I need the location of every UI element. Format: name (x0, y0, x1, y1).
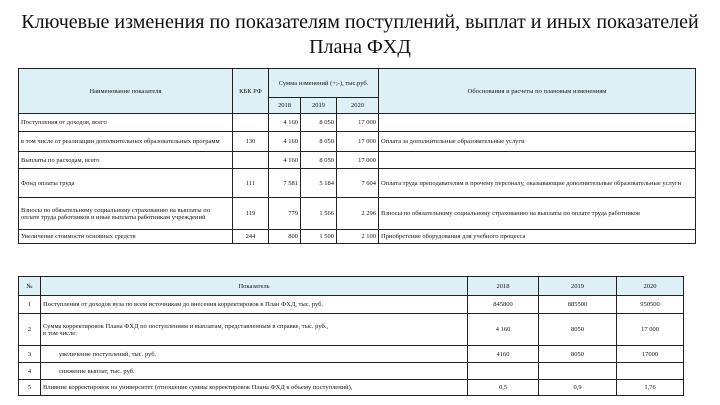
value-2019: 8 050 (301, 152, 337, 169)
indicator-subtext: в том числе: (43, 329, 77, 337)
value-2019: 5 184 (301, 169, 337, 198)
value-2019: 8 050 (301, 132, 337, 152)
table-row (19, 114, 696, 132)
indicator-name: Поступления от доходов, всего (19, 114, 233, 132)
table-row (19, 346, 684, 363)
value-2020: 17 000 (337, 114, 379, 132)
kbk-code: 244 (233, 230, 269, 244)
kbk-code (233, 114, 269, 132)
row-number: 1 (19, 296, 41, 314)
value-2018: 4 160 (269, 152, 301, 169)
kbk-code (233, 152, 269, 169)
value-2020: 17000 (617, 346, 684, 363)
header-kbk: КБК РФ (233, 69, 269, 114)
indicator-text: Влияние корректировок на университет (отношение суммы корректировок Плана ФХД к объему поступлений), (43, 384, 353, 391)
page-title: Ключевые изменения по показателям поступлений, выплат и иных показателей Плана ФХД (21, 11, 699, 58)
value-2020: 2 296 (337, 198, 379, 230)
plan-changes-table (18, 68, 696, 244)
value-2018 (468, 363, 539, 380)
value-2020: 950500 (617, 296, 684, 314)
indicator-text: Поступления от доходов вуза по всем источникам до внесения корректировок в План ФХД, тыс. руб. (43, 301, 324, 308)
indicator-text: снижение выплат, тыс. руб. (59, 367, 135, 375)
header-num: № (19, 277, 41, 296)
justification (379, 152, 696, 169)
indicator-name: в том числе от реализации дополнительных образовательных программ (19, 132, 233, 152)
table-row (19, 152, 696, 169)
value-2019: 1 500 (301, 230, 337, 244)
table-row (19, 363, 684, 380)
table-row (19, 380, 684, 396)
indicator-name (41, 296, 468, 314)
justification: Приобретение оборудования для учебного процесса (379, 230, 696, 244)
value-2018: 4160 (468, 346, 539, 363)
value-2018: 779 (269, 198, 301, 230)
header-year: 2020 (617, 277, 684, 296)
row-number: 2 (19, 314, 41, 346)
header-year: 2018 (468, 277, 539, 296)
table-row (19, 314, 684, 346)
value-2018: 4 160 (269, 114, 301, 132)
indicator-name (41, 380, 468, 396)
value-2019: 8050 (539, 346, 617, 363)
indicator-name: Увеличение стоимости основных средств (19, 230, 233, 244)
kbk-code: 130 (233, 132, 269, 152)
value-2018: 4 160 (468, 314, 539, 346)
justification: Оплата за дополнительные образовательные услуги (379, 132, 696, 152)
header-name: Наименование показателя (19, 69, 233, 114)
indicator-name: Взносы по обязательному социальному страхованию на выплаты по оплате труда работников и иные выплаты работникам учреждений (19, 198, 233, 230)
header-indicator: Показатель (41, 277, 468, 296)
value-2018: 4 160 (269, 132, 301, 152)
row-number: 5 (19, 380, 41, 396)
kbk-code: 111 (233, 169, 269, 198)
header-year: 2018 (269, 98, 301, 114)
indicator-text: увеличение поступлений, тыс. руб. (59, 350, 157, 358)
value-2020: 7 604 (337, 169, 379, 198)
value-2020: 17 000 (337, 132, 379, 152)
indicator-name (41, 314, 468, 346)
table-row (19, 169, 696, 198)
justification: Взносы по обязательному социальному страхованию на выплаты по оплате труда работников (379, 198, 696, 230)
indicator-name (41, 346, 468, 363)
value-2020: 1,76 (617, 380, 684, 396)
table-row (19, 230, 696, 244)
kbk-code: 119 (233, 198, 269, 230)
table-row (19, 296, 684, 314)
value-2019: 8 050 (301, 114, 337, 132)
row-number: 3 (19, 346, 41, 363)
header-sum: Сумма изменений (+;-), тыс.руб. (269, 69, 379, 98)
indicator-name: Выплаты по расходам, всего (19, 152, 233, 169)
header-year: 2019 (301, 98, 337, 114)
value-2019: 8050 (539, 314, 617, 346)
justification (379, 114, 696, 132)
value-2020: 17 000 (617, 314, 684, 346)
value-2018: 845800 (468, 296, 539, 314)
indicator-name (41, 363, 468, 380)
table-row (19, 132, 696, 152)
indicator-text: Сумма корректировок Плана ФХД по поступлениям и выплатам, представленным в справке, тыс. руб., (43, 322, 329, 330)
value-2018: 800 (269, 230, 301, 244)
row-number: 4 (19, 363, 41, 380)
header-year: 2019 (539, 277, 617, 296)
justification: Оплата труда преподавателям и прочему персоналу, оказывающие дополнительные образовательные услуги (379, 169, 696, 198)
indicator-name: Фонд оплаты труда (19, 169, 233, 198)
value-2019: 0,9 (539, 380, 617, 396)
value-2020: 17 000 (337, 152, 379, 169)
header-year: 2020 (337, 98, 379, 114)
corrections-table (18, 276, 684, 396)
table-row (19, 198, 696, 230)
value-2018: 0,5 (468, 380, 539, 396)
value-2019 (539, 363, 617, 380)
header-justification: Обоснования и расчеты по плановым изменениям (379, 69, 696, 114)
value-2020: 2 100 (337, 230, 379, 244)
value-2018: 7 581 (269, 169, 301, 198)
value-2020 (617, 363, 684, 380)
value-2019: 885500 (539, 296, 617, 314)
value-2019: 1 566 (301, 198, 337, 230)
